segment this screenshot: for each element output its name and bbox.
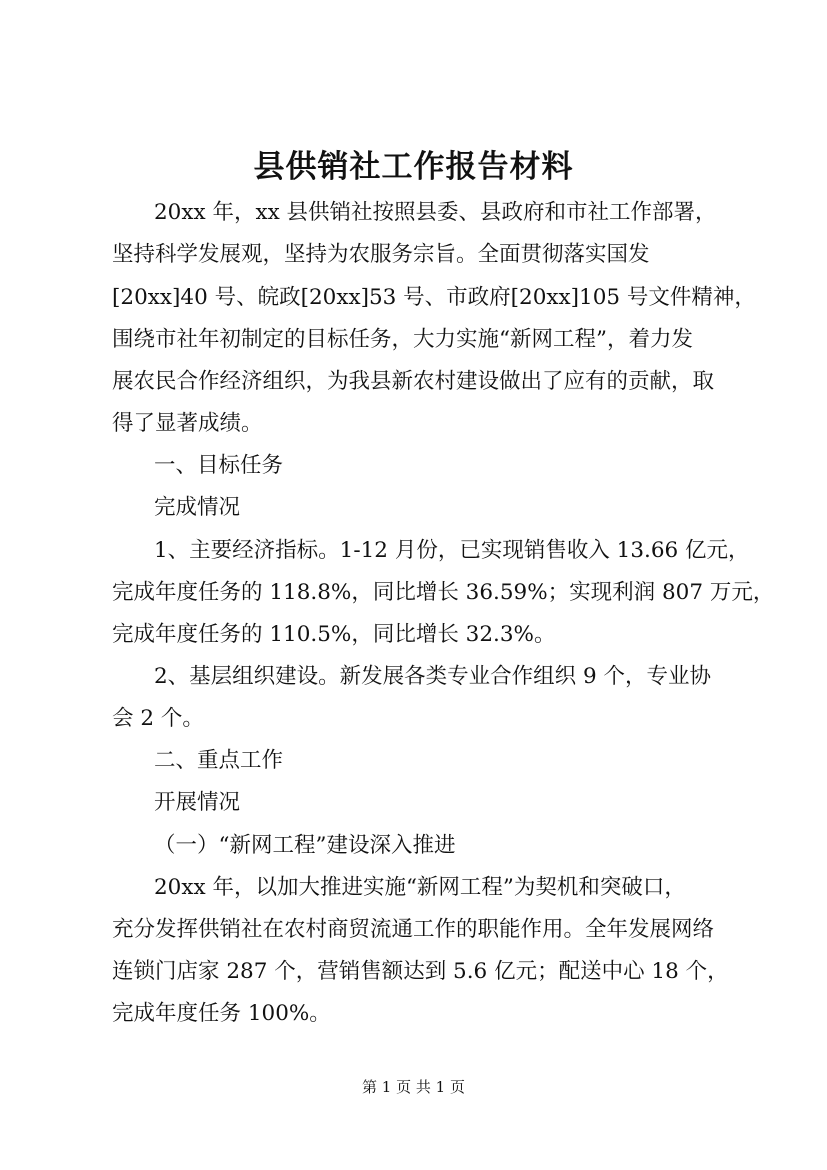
paragraph-line: 完成年度任务 100%。 [112, 1001, 331, 1026]
section-subheading: 完成情况 [154, 495, 241, 520]
paragraph-line: 展农民合作经济组织，为我县新农村建设做出了应有的贡献，取 [112, 369, 715, 394]
paragraph-line: 得了显著成绩。 [112, 411, 263, 436]
section-heading: 一、目标任务 [154, 453, 284, 478]
paragraph-line: 围绕市社年初制定的目标任务，大力实施“新网工程”，着力发 [112, 327, 693, 352]
paragraph-line: 坚持科学发展观，坚持为农服务宗旨。全面贯彻落实国发 [112, 242, 650, 267]
paragraph-line: 完成年度任务的 110.5%，同比增长 32.3%。 [112, 622, 556, 647]
paragraph-line: 20xx 年，以加大推进实施“新网工程”为契机和突破口， [154, 875, 686, 900]
paragraph-line: 1、主要经济指标。1-12 月份，已实现销售收入 13.66 亿元， [154, 538, 750, 563]
paragraph-line: 连锁门店家 287 个，营销售额达到 5.6 亿元；配送中心 18 个， [112, 959, 729, 984]
paragraph-line: 完成年度任务的 118.8%，同比增长 36.59%；实现利润 807 万元， [112, 580, 775, 605]
paragraph-line: 充分发挥供销社在农村商贸流通工作的职能作用。全年发展网络 [112, 917, 715, 942]
paragraph-line: [20xx]40 号、皖政[20xx]53 号、市政府[20xx]105 号文件精神， [112, 285, 756, 310]
page-footer: 第 1 页 共 1 页 [362, 1078, 465, 1096]
document-title: 县供销社工作报告材料 [253, 149, 574, 185]
section-subheading: 开展情况 [154, 790, 241, 815]
section-heading: 二、重点工作 [154, 748, 284, 773]
paragraph-line: 20xx 年，xx 县供销社按照县委、县政府和市社工作部署， [154, 200, 717, 225]
paragraph-line: 2、基层组织建设。新发展各类专业合作组织 9 个，专业协 [154, 664, 712, 689]
subsection-heading: （一）“新网工程”建设深入推进 [154, 833, 456, 858]
paragraph-line: 会 2 个。 [112, 706, 204, 731]
